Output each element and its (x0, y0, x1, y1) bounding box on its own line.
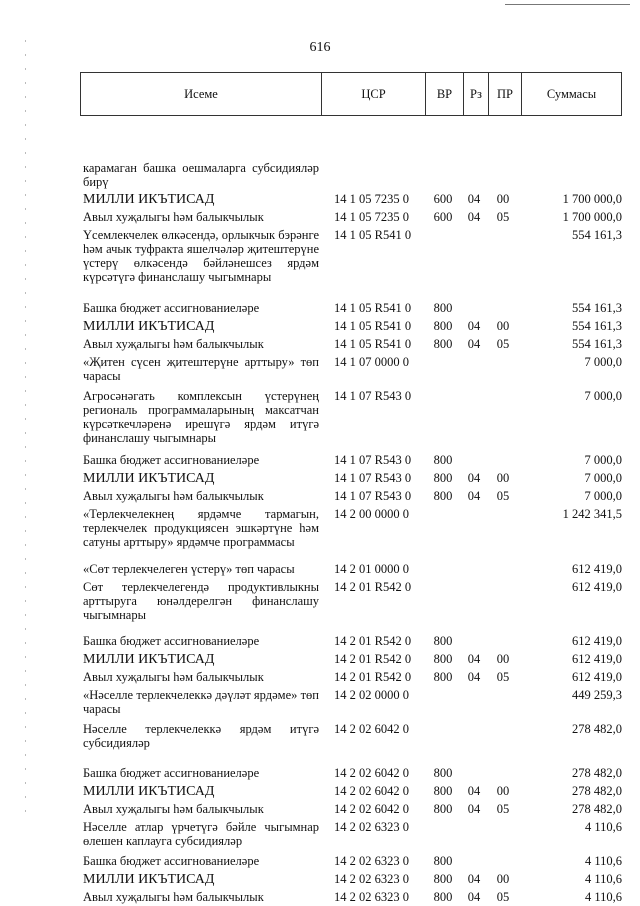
cell-pr: 05 (496, 890, 510, 904)
cell-sum: 554 161,3 (572, 337, 622, 351)
table-row (80, 471, 622, 487)
cell-sum: 554 161,3 (572, 301, 622, 315)
cell-sum: 4 110,6 (584, 854, 622, 868)
cell-name: Сөт терлекчелегендә продуктивлыкны арттыруга юнәлдерелгән финанслашу чыгымнары (83, 580, 319, 622)
cell-rz: 04 (467, 652, 481, 666)
cell-rz: 04 (467, 319, 481, 333)
table-row (80, 766, 622, 782)
cell-name: Авыл хуҗалыгы һәм балыкчылык (83, 890, 264, 904)
cell-csr: 14 1 07 0000 0 (334, 355, 409, 369)
cell-sum: 7 000,0 (584, 389, 622, 403)
cell-rz: 04 (467, 471, 481, 485)
cell-rz: 04 (467, 670, 481, 684)
cell-csr: 14 2 02 6323 0 (334, 872, 409, 886)
cell-name: Башка бюджет ассигнованиеләре (83, 301, 260, 315)
cell-vr: 800 (433, 766, 453, 780)
cell-vr: 800 (433, 854, 453, 868)
cell-vr: 800 (433, 670, 453, 684)
cell-pr: 00 (496, 652, 510, 666)
table-row (80, 192, 622, 208)
cell-sum: 612 419,0 (572, 580, 622, 594)
page-number: 616 (309, 40, 331, 55)
cell-vr: 800 (433, 301, 453, 315)
cell-sum: 612 419,0 (572, 670, 622, 684)
cell-vr: 800 (433, 802, 453, 816)
cell-name: Башка бюджет ассигнованиеләре (83, 634, 260, 648)
cell-name: Нәселле терлекчелеккә ярдәм итүгә субсидияләр (83, 722, 319, 750)
cell-csr: 14 1 05 R541 0 (334, 301, 412, 315)
table-row (80, 634, 622, 650)
cell-rz: 04 (467, 210, 481, 224)
cell-name: Башка бюджет ассигнованиеләре (83, 766, 260, 780)
cell-sum: 1 700 000,0 (562, 192, 622, 206)
cell-vr: 800 (433, 784, 453, 798)
table-row (80, 355, 622, 387)
cell-csr: 14 2 02 6323 0 (334, 890, 409, 904)
header-sum: Суммасы (521, 73, 621, 115)
cell-sum: 278 482,0 (572, 784, 622, 798)
cell-rz: 04 (467, 489, 481, 503)
table-row (80, 872, 622, 888)
table-row (80, 890, 622, 906)
table-row (80, 453, 622, 469)
cell-sum: 449 259,3 (572, 688, 622, 702)
cell-vr: 800 (433, 471, 453, 485)
cell-csr: 14 2 00 0000 0 (334, 507, 409, 521)
cell-sum: 4 110,6 (584, 820, 622, 834)
table-row (80, 507, 622, 559)
cell-sum: 278 482,0 (572, 722, 622, 736)
cell-vr: 600 (433, 210, 453, 224)
table-row (80, 489, 622, 505)
cell-csr: 14 2 02 6042 0 (334, 722, 409, 736)
header-vr: ВР (425, 73, 463, 115)
cell-csr: 14 1 07 R543 0 (334, 489, 412, 503)
cell-pr: 00 (496, 319, 510, 333)
cell-name: Авыл хуҗалыгы һәм балыкчылык (83, 210, 264, 224)
cell-name: Башка бюджет ассигнованиеләре (83, 453, 260, 467)
cell-csr: 14 1 05 R541 0 (334, 319, 412, 333)
cell-pr: 00 (496, 471, 510, 485)
cell-rz: 04 (467, 872, 481, 886)
cell-name: Авыл хуҗалыгы һәм балыкчылык (83, 802, 264, 816)
cell-name: Башка бюджет ассигнованиеләре (83, 854, 260, 868)
cell-csr: 14 2 01 R542 0 (334, 670, 412, 684)
table-row (80, 228, 622, 298)
cell-rz: 04 (467, 802, 481, 816)
cell-rz: 04 (467, 784, 481, 798)
cell-csr: 14 1 07 R543 0 (334, 471, 412, 485)
cell-csr: 14 2 02 6042 0 (334, 766, 409, 780)
table-row (80, 722, 622, 764)
cell-sum: 612 419,0 (572, 634, 622, 648)
table-row (80, 802, 622, 818)
cell-vr: 800 (433, 337, 453, 351)
top-rule (505, 4, 630, 5)
cell-vr: 800 (433, 652, 453, 666)
cell-csr: 14 1 05 R541 0 (334, 228, 412, 242)
cell-name: Авыл хуҗалыгы һәм балыкчылык (83, 489, 264, 503)
budget-table (80, 72, 622, 904)
cell-sum: 278 482,0 (572, 802, 622, 816)
cell-name: МИЛЛИ ИКЪТИСАД (83, 319, 215, 334)
table-row (80, 301, 622, 317)
cell-pr: 00 (496, 784, 510, 798)
cell-rz: 04 (467, 192, 481, 206)
cell-vr: 800 (433, 890, 453, 904)
table-row (80, 562, 622, 578)
cell-csr: 14 1 05 7235 0 (334, 192, 409, 206)
cell-vr: 600 (433, 192, 453, 206)
table-row (80, 670, 622, 686)
cell-name: МИЛЛИ ИКЪТИСАД (83, 652, 215, 667)
cell-rz: 04 (467, 337, 481, 351)
table-row (80, 652, 622, 668)
cell-pr: 00 (496, 192, 510, 206)
table-row (80, 820, 622, 852)
cell-sum: 7 000,0 (584, 355, 622, 369)
table-row (80, 784, 622, 800)
cell-sum: 554 161,3 (572, 228, 622, 242)
header-csr: ЦСР (321, 73, 425, 115)
cell-rz: 04 (467, 890, 481, 904)
cell-sum: 612 419,0 (572, 652, 622, 666)
cell-csr: 14 2 02 6042 0 (334, 802, 409, 816)
cell-pr: 05 (496, 802, 510, 816)
cell-pr: 05 (496, 337, 510, 351)
cell-pr: 05 (496, 210, 510, 224)
table-row (80, 389, 622, 451)
table-row (80, 688, 622, 720)
table-row (80, 580, 622, 630)
cell-csr: 14 2 02 0000 0 (334, 688, 409, 702)
cell-vr: 800 (433, 872, 453, 886)
cell-csr: 14 2 01 R542 0 (334, 652, 412, 666)
cell-name: Үсемлекчелек өлкәсендә, орлыкчык бэрәнге һәм ачык туфракта яшелчәләр җитештерүне үстерү өлкәсендә бәйләнешсез ярдәм күрсәтүгә финанслашу чыгымнары (83, 228, 319, 284)
table-row (80, 319, 622, 335)
cell-pr: 05 (496, 489, 510, 503)
cell-name: МИЛЛИ ИКЪТИСАД (83, 784, 215, 799)
cell-pr: 05 (496, 670, 510, 684)
cell-csr: 14 1 07 R543 0 (334, 453, 412, 467)
margin-dotted-line (25, 40, 26, 820)
cell-vr: 800 (433, 453, 453, 467)
cell-name: МИЛЛИ ИКЪТИСАД (83, 872, 215, 887)
cell-sum: 7 000,0 (584, 471, 622, 485)
cell-name: Авыл хуҗалыгы һәм балыкчылык (83, 337, 264, 351)
cell-name: Нәселле атлар үрчетүгә бәйле чыгымнар өлешен каплауга субсидияләр (83, 820, 319, 848)
cell-csr: 14 2 01 R542 0 (334, 580, 412, 594)
cell-vr: 800 (433, 489, 453, 503)
header-name: Исеме (184, 86, 218, 101)
cell-sum: 1 700 000,0 (562, 210, 622, 224)
table-header (80, 72, 622, 116)
cell-sum: 7 000,0 (584, 489, 622, 503)
cell-sum: 4 110,6 (584, 872, 622, 886)
cell-csr: 14 2 02 6323 0 (334, 854, 409, 868)
table-row (80, 337, 622, 353)
cell-csr: 14 1 07 R543 0 (334, 389, 412, 403)
cell-name: «Сөт терлекчелеген үстерү» төп чарасы (83, 562, 295, 576)
cell-csr: 14 1 05 R541 0 (334, 337, 412, 351)
cell-vr: 800 (433, 634, 453, 648)
cell-sum: 4 110,6 (584, 890, 622, 904)
table-row (80, 161, 622, 191)
cell-name: Авыл хуҗалыгы һәм балыкчылык (83, 670, 264, 684)
cell-csr: 14 2 01 R542 0 (334, 634, 412, 648)
header-rz: Рз (463, 73, 488, 115)
table-row (80, 210, 622, 226)
cell-name: МИЛЛИ ИКЪТИСАД (83, 192, 215, 207)
cell-name: «Нәселле терлекчелеккә дәүләт ярдәме» төп чарасы (83, 688, 319, 716)
cell-csr: 14 2 02 6323 0 (334, 820, 409, 834)
cell-sum: 1 242 341,5 (562, 507, 622, 521)
cell-name: Агросәнәгать комплексын үстерүнең региональ программаларының максатчан күрсәткечләренә ирешүгә ярдәм итүгә финанслашу чыгымнары (83, 389, 319, 445)
table-row (80, 854, 622, 870)
cell-csr: 14 2 01 0000 0 (334, 562, 409, 576)
cell-csr: 14 1 05 7235 0 (334, 210, 409, 224)
cell-vr: 800 (433, 319, 453, 333)
cell-name: «Терлекчелекнең ярдәмче тармагын, терлекчелек продукциясен эшкәртүне һәм сатуны арттыру» ярдәмче программасы (83, 507, 319, 549)
cell-sum: 278 482,0 (572, 766, 622, 780)
cell-name: МИЛЛИ ИКЪТИСАД (83, 471, 215, 486)
header-pr: ПР (488, 73, 521, 115)
cell-csr: 14 2 02 6042 0 (334, 784, 409, 798)
cell-pr: 00 (496, 872, 510, 886)
cell-sum: 612 419,0 (572, 562, 622, 576)
cell-sum: 554 161,3 (572, 319, 622, 333)
cell-sum: 7 000,0 (584, 453, 622, 467)
cell-name: карамаган башка оешмаларга субсидияләр бирү (83, 161, 319, 189)
cell-name: «Җитен сүсен җитештерүне арттыру» төп чарасы (83, 355, 319, 383)
